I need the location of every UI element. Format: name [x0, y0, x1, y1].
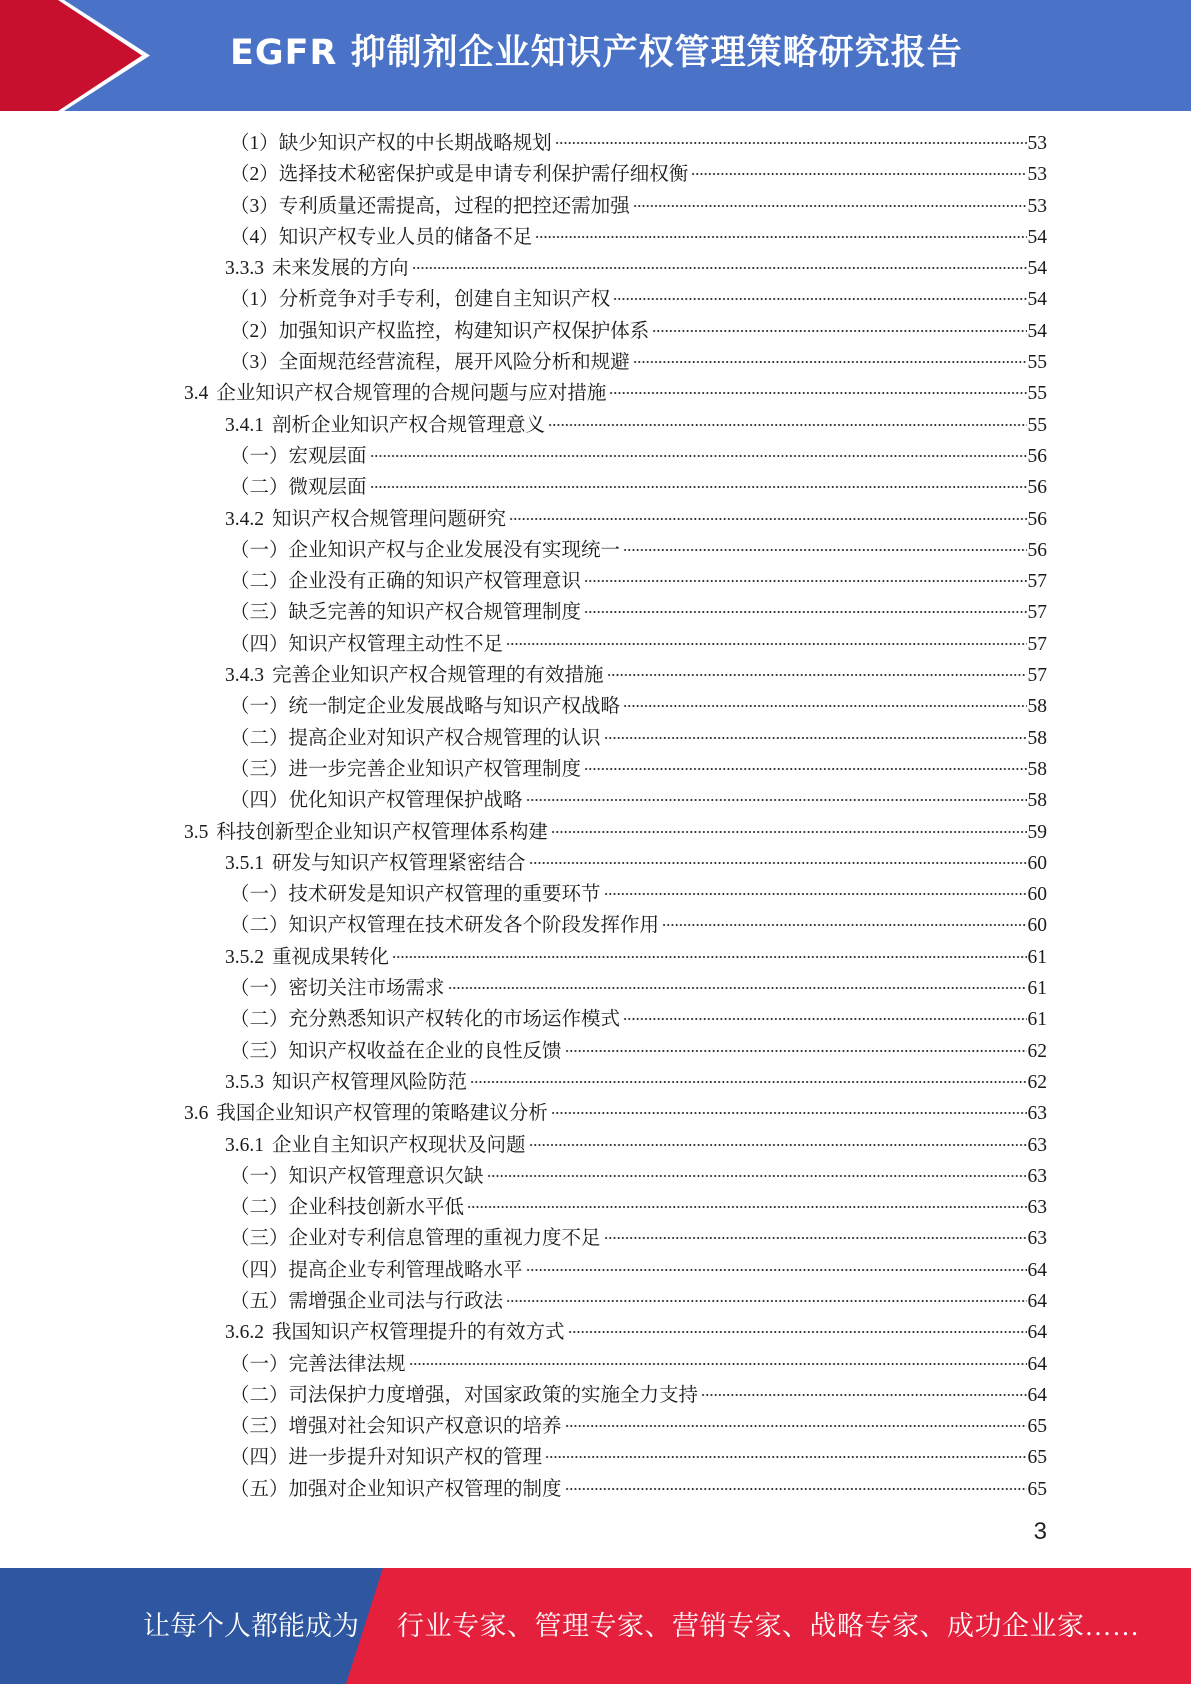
toc-dot-leader — [701, 1394, 1026, 1396]
toc-dot-leader — [509, 518, 1026, 520]
toc-entry[interactable] — [0, 128, 1191, 159]
toc-entry-text: 研发与知识产权管理紧密结合 — [272, 852, 526, 874]
toc-entry-page: 65 — [1027, 1478, 1047, 1500]
toc-entry-text: （四）进一步提升对知识产权的管理 — [230, 1447, 543, 1469]
toc-dot-leader — [565, 1425, 1027, 1427]
toc-entry-page: 63 — [1027, 1197, 1047, 1219]
toc-entry-title — [225, 1317, 565, 1348]
toc-entry[interactable] — [0, 597, 1191, 628]
toc-entry-text: （二）微观层面 — [230, 477, 367, 499]
toc-dot-leader — [568, 1331, 1027, 1333]
toc-entry-page: 60 — [1027, 852, 1047, 874]
toc-dot-leader — [526, 799, 1027, 801]
toc-entry[interactable] — [0, 1223, 1191, 1254]
toc-entry[interactable] — [0, 848, 1191, 879]
toc-entry[interactable] — [0, 1317, 1191, 1348]
toc-entry-page: 58 — [1027, 758, 1047, 780]
toc-entry-text: （五）加强对企业知识产权管理的制度 — [230, 1478, 562, 1500]
toc-dot-leader — [551, 831, 1027, 833]
toc-entry-page: 61 — [1027, 946, 1047, 968]
toc-entry[interactable] — [0, 378, 1191, 409]
toc-entry-title — [225, 1130, 526, 1161]
toc-entry-text: （五）需增强企业司法与行政法 — [230, 1290, 504, 1312]
toc-entry-text: 知识产权合规管理问题研究 — [272, 508, 507, 530]
toc-entry-page: 61 — [1027, 978, 1047, 1000]
toc-entry[interactable] — [0, 879, 1191, 910]
toc-entry[interactable] — [0, 629, 1191, 660]
toc-entry-title — [230, 691, 620, 722]
toc-entry-title — [230, 347, 630, 378]
toc-entry-title — [230, 1286, 503, 1317]
toc-dot-leader — [565, 1050, 1027, 1052]
toc-entry-title — [230, 316, 649, 347]
toc-entry-text: （一）技术研发是知识产权管理的重要环节 — [230, 884, 601, 906]
toc-dot-leader — [506, 643, 1026, 645]
toc-entry-title — [230, 1255, 523, 1286]
toc-entry-title — [230, 1036, 562, 1067]
toc-entry-text: （二）充分熟悉知识产权转化的市场运作模式 — [230, 1009, 621, 1031]
toc-entry-text: （1）缺少知识产权的中长期战略规划 — [230, 133, 552, 154]
toc-entry[interactable] — [0, 973, 1191, 1004]
footer-banner — [0, 1568, 1191, 1684]
toc-dot-leader — [604, 1237, 1027, 1239]
toc-entry[interactable] — [0, 723, 1191, 754]
toc-entry[interactable] — [0, 1380, 1191, 1411]
toc-entry-number: 3.4 — [184, 383, 209, 405]
toc-entry[interactable] — [0, 1098, 1191, 1129]
toc-entry[interactable] — [0, 1192, 1191, 1223]
toc-dot-leader — [623, 549, 1026, 551]
toc-entry[interactable] — [0, 472, 1191, 503]
toc-dot-leader — [529, 862, 1027, 864]
toc-entry-number: 3.6.1 — [225, 1134, 264, 1156]
toc-entry[interactable] — [0, 785, 1191, 816]
toc-dot-leader — [609, 392, 1026, 394]
toc-entry-text: 重视成果转化 — [272, 946, 390, 968]
footer-slogan-left: 让每个人都能成为 — [143, 1611, 359, 1641]
toc-entry-page: 54 — [1027, 289, 1047, 311]
toc-entry-page: 56 — [1027, 477, 1047, 499]
toc-dot-leader — [370, 486, 1027, 488]
toc-entry-text: （三）企业对专利信息管理的重视力度不足 — [230, 1228, 601, 1250]
toc-entry-page: 63 — [1027, 1103, 1047, 1125]
toc-entry[interactable] — [0, 660, 1191, 691]
toc-dot-leader — [584, 580, 1026, 582]
toc-entry-number: 3.5 — [184, 821, 209, 843]
toc-entry-title — [230, 1161, 484, 1192]
toc-entry-title — [225, 504, 506, 535]
page-number: 3 — [1033, 1518, 1047, 1545]
toc-entry[interactable] — [0, 817, 1191, 848]
toc-entry[interactable] — [0, 347, 1191, 378]
toc-entry-page: 63 — [1027, 1134, 1047, 1156]
toc-dot-leader — [633, 205, 1027, 207]
toc-entry-title — [225, 942, 389, 973]
toc-dot-leader — [633, 361, 1027, 363]
toc-entry-title — [230, 910, 659, 941]
toc-entry-text: （4）知识产权专业人员的储备不足 — [230, 226, 533, 248]
toc-entry[interactable] — [0, 1255, 1191, 1286]
header-banner — [0, 0, 1191, 111]
toc-entry[interactable] — [0, 284, 1191, 315]
toc-entry-title — [230, 1380, 698, 1411]
toc-entry-number: 3.4.1 — [225, 414, 264, 436]
toc-entry-text: （3）专利质量还需提高，过程的把控还需加强 — [230, 195, 630, 217]
toc-dot-leader — [555, 142, 1027, 144]
toc-entry-title — [225, 253, 409, 284]
toc-entry-title — [230, 785, 523, 816]
toc-entry[interactable] — [0, 1036, 1191, 1067]
toc-entry-page: 55 — [1027, 352, 1047, 374]
toc-dot-leader — [604, 737, 1027, 739]
toc-entry-text: （2）加强知识产权监控，构建知识产权保护体系 — [230, 320, 650, 342]
toc-dot-leader — [551, 1112, 1027, 1114]
toc-entry-page: 65 — [1027, 1416, 1047, 1438]
toc-entry-text: （三）缺乏完善的知识产权合规管理制度 — [230, 602, 582, 624]
toc-entry-number: 3.4.2 — [225, 508, 264, 530]
toc-entry[interactable] — [0, 1130, 1191, 1161]
toc-entry[interactable] — [0, 253, 1191, 284]
toc-entry-title — [225, 410, 545, 441]
toc-dot-leader — [623, 705, 1026, 707]
toc-entry-page: 64 — [1027, 1259, 1047, 1281]
toc-entry-page: 59 — [1027, 821, 1047, 843]
toc-entry-text: （一）知识产权管理意识欠缺 — [230, 1165, 484, 1187]
toc-entry-text: （二）企业没有正确的知识产权管理意识 — [230, 571, 582, 593]
toc-dot-leader — [607, 674, 1027, 676]
toc-entry-title — [225, 848, 526, 879]
toc-dot-leader — [412, 267, 1027, 269]
toc-entry-page: 56 — [1027, 508, 1047, 530]
toc-entry-text: （1）分析竞争对手专利，创建自主知识产权 — [230, 289, 611, 311]
toc-entry-text: （三）增强对社会知识产权意识的培养 — [230, 1416, 562, 1438]
toc-entry-page: 54 — [1027, 320, 1047, 342]
toc-entry-title — [230, 597, 581, 628]
toc-dot-leader — [409, 1363, 1027, 1365]
toc-entry-text: （一）密切关注市场需求 — [230, 978, 445, 1000]
toc-dot-leader — [370, 455, 1027, 457]
toc-entry-page: 65 — [1027, 1447, 1047, 1469]
toc-entry-text: （四）提高企业专利管理战略水平 — [230, 1259, 523, 1281]
toc-entry-text: 科技创新型企业知识产权管理体系构建 — [216, 821, 548, 843]
toc-entry-text: 完善企业知识产权合规管理的有效措施 — [272, 665, 604, 687]
toc-entry-text: 企业知识产权合规管理的合规问题与应对措施 — [216, 383, 607, 405]
toc-dot-leader — [526, 1269, 1027, 1271]
toc-entry-title — [230, 284, 610, 315]
toc-entry-page: 64 — [1027, 1353, 1047, 1375]
toc-entry[interactable] — [0, 316, 1191, 347]
toc-entry[interactable] — [0, 1349, 1191, 1380]
toc-dot-leader — [548, 424, 1026, 426]
toc-entry[interactable] — [0, 1442, 1191, 1473]
toc-entry-text: （四）知识产权管理主动性不足 — [230, 633, 504, 655]
toc-entry-title — [225, 660, 604, 691]
toc-entry-page: 57 — [1027, 602, 1047, 624]
table-of-contents — [0, 128, 1191, 1505]
toc-entry-text: （二）司法保护力度增强，对国家政策的实施全力支持 — [230, 1384, 699, 1406]
toc-entry-page: 63 — [1027, 1228, 1047, 1250]
toc-dot-leader — [506, 1300, 1026, 1302]
toc-entry-title — [230, 1004, 620, 1035]
toc-dot-leader — [535, 236, 1026, 238]
toc-entry[interactable] — [0, 942, 1191, 973]
toc-entry-title — [230, 1411, 562, 1442]
toc-entry[interactable] — [0, 1411, 1191, 1442]
toc-dot-leader — [448, 987, 1027, 989]
toc-entry[interactable] — [0, 441, 1191, 472]
toc-entry-page: 63 — [1027, 1165, 1047, 1187]
toc-entry-page: 60 — [1027, 915, 1047, 937]
toc-entry[interactable] — [0, 1004, 1191, 1035]
toc-entry-page: 62 — [1027, 1040, 1047, 1062]
toc-entry-page: 54 — [1027, 226, 1047, 248]
toc-entry-text: （三）进一步完善企业知识产权管理制度 — [230, 758, 582, 780]
toc-entry[interactable] — [0, 504, 1191, 535]
document-title: EGFR 抑制剂企业知识产权管理策略研究报告 — [230, 33, 963, 73]
toc-entry-title — [184, 378, 606, 409]
toc-entry[interactable] — [0, 691, 1191, 722]
toc-entry[interactable] — [0, 754, 1191, 785]
toc-entry-text: 我国知识产权管理提升的有效方式 — [272, 1322, 565, 1344]
toc-entry-title — [230, 973, 445, 1004]
toc-entry-page: 60 — [1027, 884, 1047, 906]
toc-entry-page: 53 — [1027, 164, 1047, 186]
toc-entry-text: （二）知识产权管理在技术研发各个阶段发挥作用 — [230, 915, 660, 937]
toc-dot-leader — [467, 1206, 1026, 1208]
toc-dot-leader — [662, 924, 1026, 926]
toc-entry-page: 64 — [1027, 1384, 1047, 1406]
toc-entry-page: 58 — [1027, 696, 1047, 718]
toc-entry-title — [230, 566, 581, 597]
toc-entry-title — [230, 159, 688, 190]
toc-entry-title — [230, 472, 367, 503]
toc-entry-page: 57 — [1027, 633, 1047, 655]
toc-dot-leader — [545, 1456, 1026, 1458]
toc-dot-leader — [584, 611, 1026, 613]
toc-entry-title — [230, 629, 503, 660]
toc-entry-page: 55 — [1027, 383, 1047, 405]
toc-entry[interactable] — [0, 566, 1191, 597]
toc-dot-leader — [565, 1488, 1027, 1490]
toc-dot-leader — [613, 298, 1026, 300]
toc-entry-number: 3.5.3 — [225, 1071, 264, 1093]
toc-entry-number: 3.6 — [184, 1103, 209, 1125]
toc-entry-title — [230, 222, 532, 253]
toc-entry-title — [230, 1192, 464, 1223]
toc-entry[interactable] — [0, 191, 1191, 222]
toc-entry-text: （一）统一制定企业发展战略与知识产权战略 — [230, 696, 621, 718]
footer-slogan-right: 行业专家、管理专家、营销专家、战略专家、成功企业家…… — [397, 1611, 1140, 1641]
toc-entry[interactable] — [0, 535, 1191, 566]
toc-entry-page: 55 — [1027, 414, 1047, 436]
toc-entry-title — [184, 1098, 548, 1129]
toc-entry[interactable] — [0, 1161, 1191, 1192]
toc-entry-text: （一）宏观层面 — [230, 445, 367, 467]
chevron-arrow-icon — [0, 0, 160, 111]
toc-entry[interactable] — [0, 410, 1191, 441]
toc-entry[interactable] — [0, 910, 1191, 941]
toc-entry-page: 62 — [1027, 1071, 1047, 1093]
toc-entry-text: 剖析企业知识产权合规管理意义 — [272, 414, 546, 436]
toc-entry-page: 56 — [1027, 445, 1047, 467]
toc-entry-text: （2）选择技术秘密保护或是申请专利保护需仔细权衡 — [230, 164, 689, 186]
toc-entry-title — [230, 879, 601, 910]
toc-dot-leader — [652, 330, 1026, 332]
toc-entry-text: 我国企业知识产权管理的策略建议分析 — [216, 1103, 548, 1125]
toc-entry-title — [230, 1223, 601, 1254]
toc-entry-title — [184, 817, 548, 848]
toc-entry[interactable] — [0, 159, 1191, 190]
toc-entry-text: 未来发展的方向 — [272, 258, 409, 280]
toc-entry-page: 53 — [1027, 133, 1047, 154]
toc-entry-title — [230, 1474, 562, 1505]
toc-entry-title — [230, 723, 601, 754]
toc-entry-text: （三）知识产权收益在企业的良性反馈 — [230, 1040, 562, 1062]
toc-entry-number: 3.6.2 — [225, 1322, 264, 1344]
toc-entry-page: 64 — [1027, 1290, 1047, 1312]
toc-dot-leader — [604, 893, 1027, 895]
toc-entry-page: 58 — [1027, 790, 1047, 812]
toc-entry-number: 3.5.2 — [225, 946, 264, 968]
toc-entry-text: （3）全面规范经营流程，展开风险分析和规避 — [230, 352, 630, 374]
toc-entry[interactable] — [0, 222, 1191, 253]
toc-entry-text: （一）企业知识产权与企业发展没有实现统一 — [230, 539, 621, 561]
toc-dot-leader — [487, 1175, 1027, 1177]
toc-entry-number: 3.4.3 — [225, 665, 264, 687]
toc-entry-title — [230, 754, 581, 785]
toc-entry-number: 3.3.3 — [225, 258, 264, 280]
toc-entry-text: 知识产权管理风险防范 — [272, 1071, 468, 1093]
toc-entry-page: 58 — [1027, 727, 1047, 749]
toc-entry[interactable] — [0, 1067, 1191, 1098]
toc-entry-title — [225, 1067, 467, 1098]
toc-entry-title — [230, 1442, 542, 1473]
toc-dot-leader — [529, 1144, 1027, 1146]
toc-entry-page: 56 — [1027, 539, 1047, 561]
toc-entry-text: （二）提高企业对知识产权合规管理的认识 — [230, 727, 601, 749]
toc-entry[interactable] — [0, 1474, 1191, 1505]
toc-entry-text: 企业自主知识产权现状及问题 — [272, 1134, 526, 1156]
toc-entry-title — [230, 1349, 406, 1380]
toc-dot-leader — [623, 1018, 1026, 1020]
toc-entry[interactable] — [0, 1286, 1191, 1317]
toc-entry-page: 57 — [1027, 665, 1047, 687]
toc-entry-text: （二）企业科技创新水平低 — [230, 1197, 465, 1219]
toc-dot-leader — [691, 173, 1026, 175]
toc-entry-page: 57 — [1027, 571, 1047, 593]
toc-entry-page: 54 — [1027, 258, 1047, 280]
toc-dot-leader — [584, 768, 1026, 770]
toc-entry-text: （四）优化知识产权管理保护战略 — [230, 790, 523, 812]
toc-dot-leader — [392, 956, 1026, 958]
toc-entry-title — [230, 191, 630, 222]
toc-entry-title — [230, 441, 367, 472]
toc-entry-page: 61 — [1027, 1009, 1047, 1031]
toc-entry-page: 64 — [1027, 1322, 1047, 1344]
toc-entry-number: 3.5.1 — [225, 852, 264, 874]
toc-entry-page: 53 — [1027, 195, 1047, 217]
toc-entry-title — [230, 128, 552, 159]
toc-dot-leader — [470, 1081, 1026, 1083]
toc-entry-text: （一）完善法律法规 — [230, 1353, 406, 1375]
toc-entry-title — [230, 535, 620, 566]
